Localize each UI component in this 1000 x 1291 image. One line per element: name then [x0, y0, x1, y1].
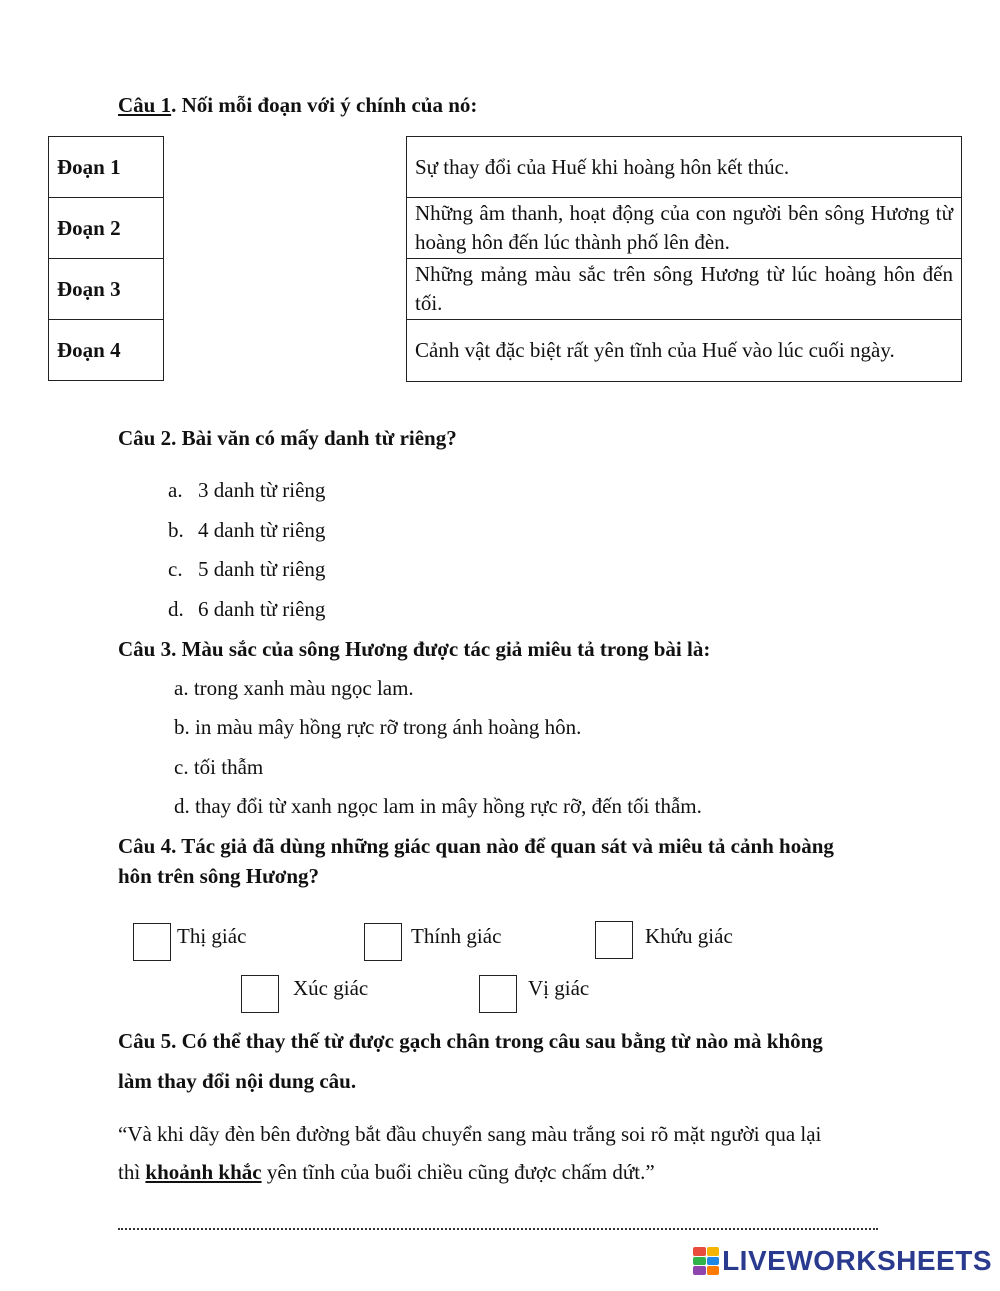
q2-option-b[interactable] — [168, 518, 325, 543]
q1-right-cell-2[interactable] — [406, 197, 962, 259]
label-khuu-giac: Khứu giác — [645, 924, 733, 948]
q1-right-text: Những mảng màu sắc trên sông Hương từ lúc hoàng hôn đến tối. — [415, 262, 953, 315]
q1-title: . Nối mỗi đoạn với ý chính của nó: — [171, 93, 478, 117]
q2-number: Câu 2 — [118, 426, 172, 450]
q3-option-a[interactable]: a. trong xanh màu ngọc lam. — [174, 676, 414, 700]
answer-line[interactable] — [118, 1214, 878, 1230]
checkbox-thi-giac[interactable] — [133, 923, 171, 961]
q3-title: Câu 3. Màu sắc của sông Hương được tác giả miêu tả trong bài là: — [118, 637, 711, 661]
q1-left-cell-2[interactable] — [48, 197, 164, 259]
q1-right-text: Sự thay đổi của Huế khi hoàng hôn kết thúc. — [415, 154, 790, 179]
q5-underlined-word: khoảnh khắc — [145, 1160, 262, 1184]
label-thinh-giac: Thính giác — [411, 924, 502, 948]
q2-option-c[interactable] — [168, 557, 325, 582]
q4-title-line1: Câu 4. Tác giả đã dùng những giác quan nào để quan sát và miêu tả cảnh hoàng — [118, 834, 834, 858]
checkbox-vi-giac[interactable] — [479, 975, 517, 1013]
q1-left-label: Đoạn 4 — [57, 337, 121, 362]
q1-right-text: Cảnh vật đặc biệt rất yên tĩnh của Huế vào lúc cuối ngày. — [415, 338, 895, 362]
label-thi-giac: Thị giác — [177, 924, 247, 948]
option-text: 6 danh từ riêng — [198, 597, 326, 621]
q2-title: . Bài văn có mấy danh từ riêng? — [171, 426, 457, 450]
label-xuc-giac: Xúc giác — [293, 976, 369, 1000]
q1-number: Câu 1 — [118, 93, 172, 117]
q5-title-line2: làm thay đổi nội dung câu. — [118, 1069, 357, 1093]
q1-right-text: Những âm thanh, hoạt động của con người bên sông Hương từ hoàng hôn đến lúc thành phố lên đèn. — [415, 201, 953, 254]
option-label: c. — [168, 557, 183, 581]
q1-left-label: Đoạn 2 — [57, 215, 121, 240]
logo-icon — [693, 1247, 719, 1275]
q5-title-line1: Câu 5. Có thể thay thế từ được gạch chân trong câu sau bằng từ nào mà không — [118, 1029, 823, 1053]
q5-quote-post: yên tĩnh của buổi chiều cũng được chấm dứt.” — [261, 1160, 655, 1184]
q3-option-d[interactable]: d. thay đổi từ xanh ngọc lam in mây hồng rực rỡ, đến tối thẫm. — [174, 794, 702, 818]
q5-quote-line1: “Và khi dãy đèn bên đường bắt đầu chuyển sang màu trắng soi rõ mặt người qua lại — [118, 1122, 822, 1146]
q3-option-b[interactable]: b. in màu mây hồng rực rỡ trong ánh hoàng hôn. — [174, 715, 582, 739]
option-text: 5 danh từ riêng — [198, 557, 326, 581]
q1-left-cell-1[interactable] — [48, 136, 164, 198]
option-label: d. — [168, 597, 184, 621]
q1-right-cell-4[interactable] — [406, 319, 962, 382]
logo-text: LIVEWORKSHEETS — [722, 1245, 992, 1276]
q2-option-d[interactable] — [168, 597, 325, 622]
q1-heading — [118, 93, 477, 118]
option-text: 3 danh từ riêng — [198, 478, 326, 502]
option-label: a. — [168, 478, 183, 502]
q3-option-c[interactable]: c. tối thẫm — [174, 755, 264, 779]
q1-left-label: Đoạn 3 — [57, 276, 121, 301]
q2-option-a[interactable] — [168, 478, 325, 503]
q5-quote-pre: thì — [118, 1160, 146, 1184]
label-vi-giac: Vị giác — [528, 976, 590, 1000]
q1-right-cell-1[interactable] — [406, 136, 962, 198]
option-label: b. — [168, 518, 184, 542]
option-text: 4 danh từ riêng — [198, 518, 326, 542]
checkbox-xuc-giac[interactable] — [241, 975, 279, 1013]
q1-left-cell-3[interactable] — [48, 258, 164, 320]
q1-right-cell-3[interactable] — [406, 258, 962, 320]
liveworksheets-logo — [693, 1245, 992, 1277]
q2-heading — [118, 426, 457, 451]
q1-left-cell-4[interactable] — [48, 319, 164, 381]
q4-title-line2: hôn trên sông Hương? — [118, 864, 320, 888]
checkbox-thinh-giac[interactable] — [364, 923, 402, 961]
q5-quote-line2 — [118, 1160, 655, 1185]
q1-left-label: Đoạn 1 — [57, 154, 121, 179]
checkbox-khuu-giac[interactable] — [595, 921, 633, 959]
